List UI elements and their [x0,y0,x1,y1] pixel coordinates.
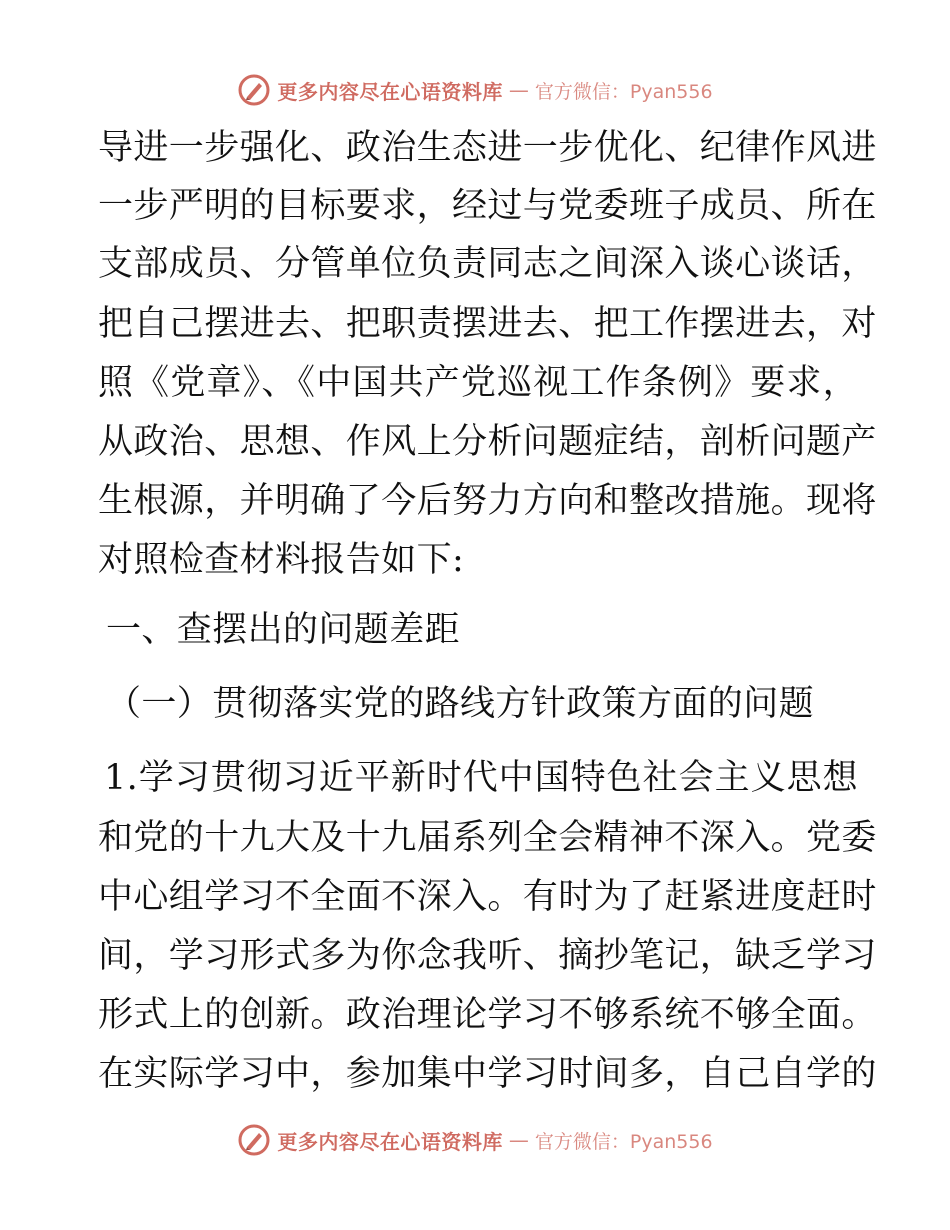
body-line: 对照检查材料报告如下: [98,540,465,580]
pen-logo-icon [237,1123,271,1157]
para-line: 1.学习贯彻习近平新时代中国特色社会主义思想 [104,758,858,798]
header-watermark [0,70,950,110]
body-line: 导进一步强化、政治生态进一步优化、纪律作风进 [98,128,877,168]
section-heading: 一、查摆出的问题差距 [106,610,461,650]
body-line: 支部成员、分管单位负责同志之间深入谈心谈话， [98,244,877,284]
body-line: 生根源，并明确了今后努力方向和整改措施。现将 [98,481,877,521]
para-line: 和党的十九大及十九届系列全会精神不深入。党委 [98,818,877,858]
para-line: 中心组学习不全面不深入。有时为了赶紧进度赶时 [98,877,877,917]
body-line: 一步严明的目标要求，经过与党委班子成员、所在 [98,186,877,226]
watermark-wechat-text: 官方微信：Pyan556 [534,80,713,103]
body-line: 从政治、思想、作风上分析问题症结，剖析问题产 [98,422,877,462]
para-line: 形式上的创新。政治理论学习不够系统不够全面。 [98,995,877,1035]
pen-logo-icon [237,73,271,107]
watermark-wechat-text: 官方微信：Pyan556 [534,1130,713,1153]
para-line: 间，学习形式多为你念我听、摘抄笔记，缺乏学习 [98,936,877,976]
para-line: 在实际学习中，参加集中学习时间多，自己自学的 [98,1054,877,1094]
watermark-main-text: 更多内容尽在心语资料库 [277,1129,503,1154]
watermark-dash: — [508,1128,529,1152]
watermark-dash: — [508,78,529,102]
body-line: 把自己摆进去、把职责摆进去、把工作摆进去，对 [98,304,877,344]
subsection-heading: （一）贯彻落实党的路线方针政策方面的问题 [106,684,815,724]
watermark-main-text: 更多内容尽在心语资料库 [277,79,503,104]
footer-watermark [0,1120,950,1160]
body-line: 照《党章》、《中国共产党巡视工作条例》要求， [98,363,858,403]
